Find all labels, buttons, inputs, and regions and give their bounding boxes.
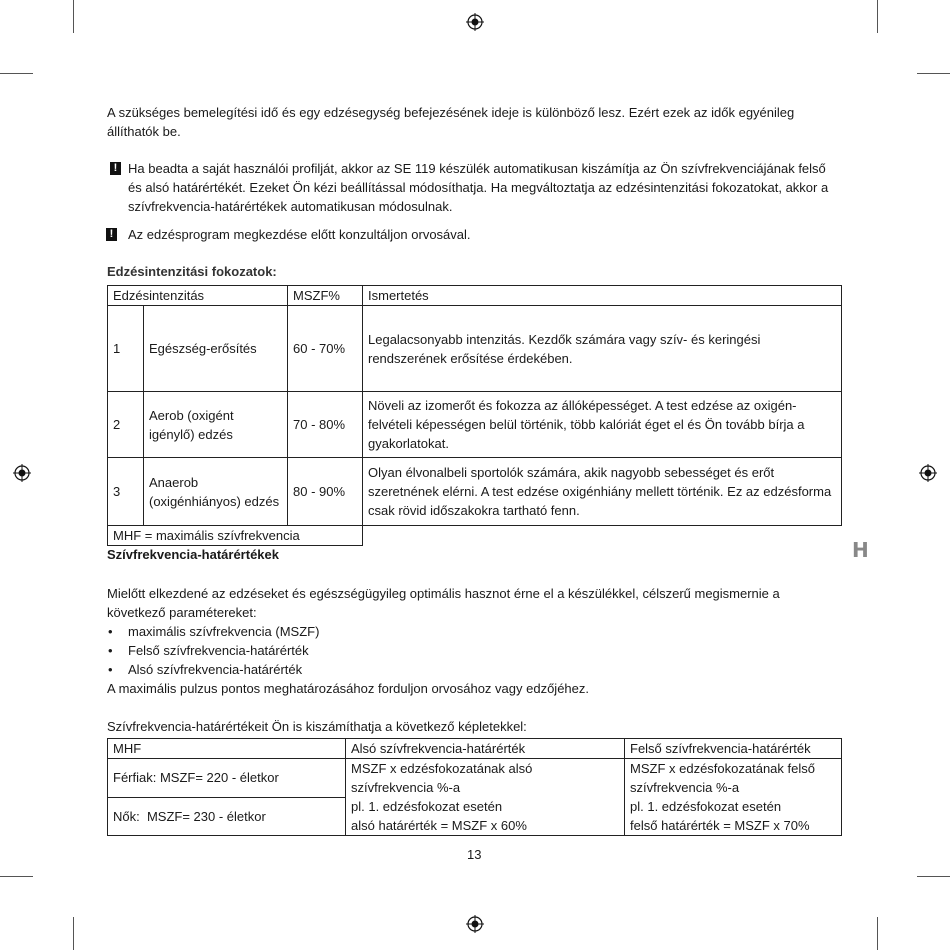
registration-mark-icon bbox=[466, 915, 484, 933]
row-description: Növeli az izomerőt és fokozza az állóképességet. A test edzése az oxigén-felvételi képességen belül történik, több kalóriát éget el és Ön tovább bírja a gyakorlatokat. bbox=[363, 392, 842, 458]
intro-paragraph: A szükséges bemelegítési idő és egy edzésegység befejezésének ideje is különböző lesz. Ezért ezek az idők egyénileg állíthatók be. bbox=[107, 105, 795, 139]
crop-mark bbox=[877, 917, 878, 950]
registration-mark-icon bbox=[13, 464, 31, 482]
row-name: Egészség-erősítés bbox=[144, 306, 288, 392]
formula-line: pl. 1. edzésfokozat esetén bbox=[630, 799, 782, 814]
section-heading-heart-rate: Szívfrekvencia-határértékek bbox=[107, 547, 279, 562]
registration-mark-icon bbox=[466, 13, 484, 31]
formula-table bbox=[107, 738, 842, 836]
row-number: 3 bbox=[108, 458, 144, 526]
crop-mark bbox=[73, 0, 74, 33]
formula-women: Nők: MSZF= 230 - életkor bbox=[108, 797, 346, 836]
paragraph-parameters: Mielőtt elkezdené az edzéseket és egészségügyileg optimális hasznot érne el a készülékkel, célszerű megismernie a következő paramétereket: bbox=[107, 586, 780, 620]
warning-text-profile: Ha beadta a saját használói profilját, akkor az SE 119 készülék automatikusan kiszámítja az Ön szívfrekvenciájának felső és alsó határértékét. Ezeket Ön kézi beállítással módosíthatja. Ha megváltoztatja az edzésintenzitási fokozatokat, akkor a szívfrekvencia-határértékek automatikusan módosulnak. bbox=[128, 161, 829, 214]
row-description: Olyan élvonalbeli sportolók számára, akik nagyobb sebességet és erőt szeretnének elérni. A test edzése oxigénhiány mellett történik. Ez az edzésforma csak rövid időszakokra tartható fenn. bbox=[363, 458, 842, 526]
list-item: • maximális szívfrekvencia (MSZF) bbox=[107, 622, 319, 641]
row-range: 60 - 70% bbox=[288, 306, 363, 392]
table-header-row bbox=[108, 739, 842, 759]
formula-line: MSZF x edzésfokozatának alsó bbox=[351, 761, 533, 776]
row-name: Anaerob (oxigénhiányos) edzés bbox=[144, 458, 288, 526]
crop-mark bbox=[917, 876, 950, 877]
formula-line: szívfrekvencia %-a bbox=[630, 780, 740, 795]
formula-line: szívfrekvencia %-a bbox=[351, 780, 461, 795]
warning-text-doctor: Az edzésprogram megkezdése előtt konzultáljon orvosával. bbox=[128, 227, 471, 242]
crop-mark bbox=[877, 0, 878, 33]
formula-line: felső határérték = MSZF x 70% bbox=[630, 818, 810, 833]
intensity-table bbox=[107, 285, 842, 546]
crop-mark bbox=[917, 73, 950, 74]
table-row bbox=[108, 306, 842, 392]
header-lower-limit: Alsó szívfrekvencia-határérték bbox=[346, 739, 625, 759]
crop-mark bbox=[73, 917, 74, 950]
formula-line: alsó határérték = MSZF x 60% bbox=[351, 818, 527, 833]
formula-line: MSZF x edzésfokozatának felső bbox=[630, 761, 815, 776]
table-header-row bbox=[108, 286, 842, 306]
row-range: 70 - 80% bbox=[288, 392, 363, 458]
header-description: Ismertetés bbox=[363, 286, 842, 306]
header-upper-limit: Felső szívfrekvencia-határérték bbox=[625, 739, 842, 759]
paragraph-doctor: A maximális pulzus pontos meghatározásához forduljon orvosához vagy edzőjéhez. bbox=[107, 681, 589, 696]
row-name: Aerob (oxigént igénylő) edzés bbox=[144, 392, 288, 458]
table-footnote: MHF = maximális szívfrekvencia bbox=[108, 526, 363, 546]
formula-men: Férfiak: MSZF= 220 - életkor bbox=[108, 759, 346, 798]
list-item: • Felső szívfrekvencia-határérték bbox=[107, 641, 319, 660]
header-mszf: MSZF% bbox=[288, 286, 363, 306]
row-number: 2 bbox=[108, 392, 144, 458]
language-tab: H bbox=[852, 538, 869, 562]
table-row bbox=[108, 759, 842, 798]
warning-icon: ! bbox=[110, 162, 121, 175]
header-mhf: MHF bbox=[108, 739, 346, 759]
list-item: • Alsó szívfrekvencia-határérték bbox=[107, 660, 319, 679]
warning-icon: ! bbox=[106, 228, 117, 241]
crop-mark bbox=[0, 73, 33, 74]
registration-mark-icon bbox=[919, 464, 937, 482]
table-row bbox=[108, 392, 842, 458]
parameter-list bbox=[107, 622, 319, 679]
crop-mark bbox=[0, 876, 33, 877]
empty-cell bbox=[363, 526, 842, 546]
upper-limit-formula bbox=[625, 759, 842, 836]
page-number: 13 bbox=[467, 847, 482, 862]
section-heading-intensity: Edzésintenzitási fokozatok: bbox=[107, 264, 277, 279]
table-row bbox=[108, 458, 842, 526]
formula-line: pl. 1. edzésfokozat esetén bbox=[351, 799, 503, 814]
header-intensity: Edzésintenzitás bbox=[108, 286, 288, 306]
paragraph-formula-intro: Szívfrekvencia-határértékeit Ön is kiszámíthatja a következő képletekkel: bbox=[107, 719, 527, 734]
lower-limit-formula bbox=[346, 759, 625, 836]
row-number: 1 bbox=[108, 306, 144, 392]
row-range: 80 - 90% bbox=[288, 458, 363, 526]
table-footnote-row bbox=[108, 526, 842, 546]
row-description: Legalacsonyabb intenzitás. Kezdők számára vagy szív- és keringési rendszerének erősítése érdekében. bbox=[363, 306, 842, 392]
